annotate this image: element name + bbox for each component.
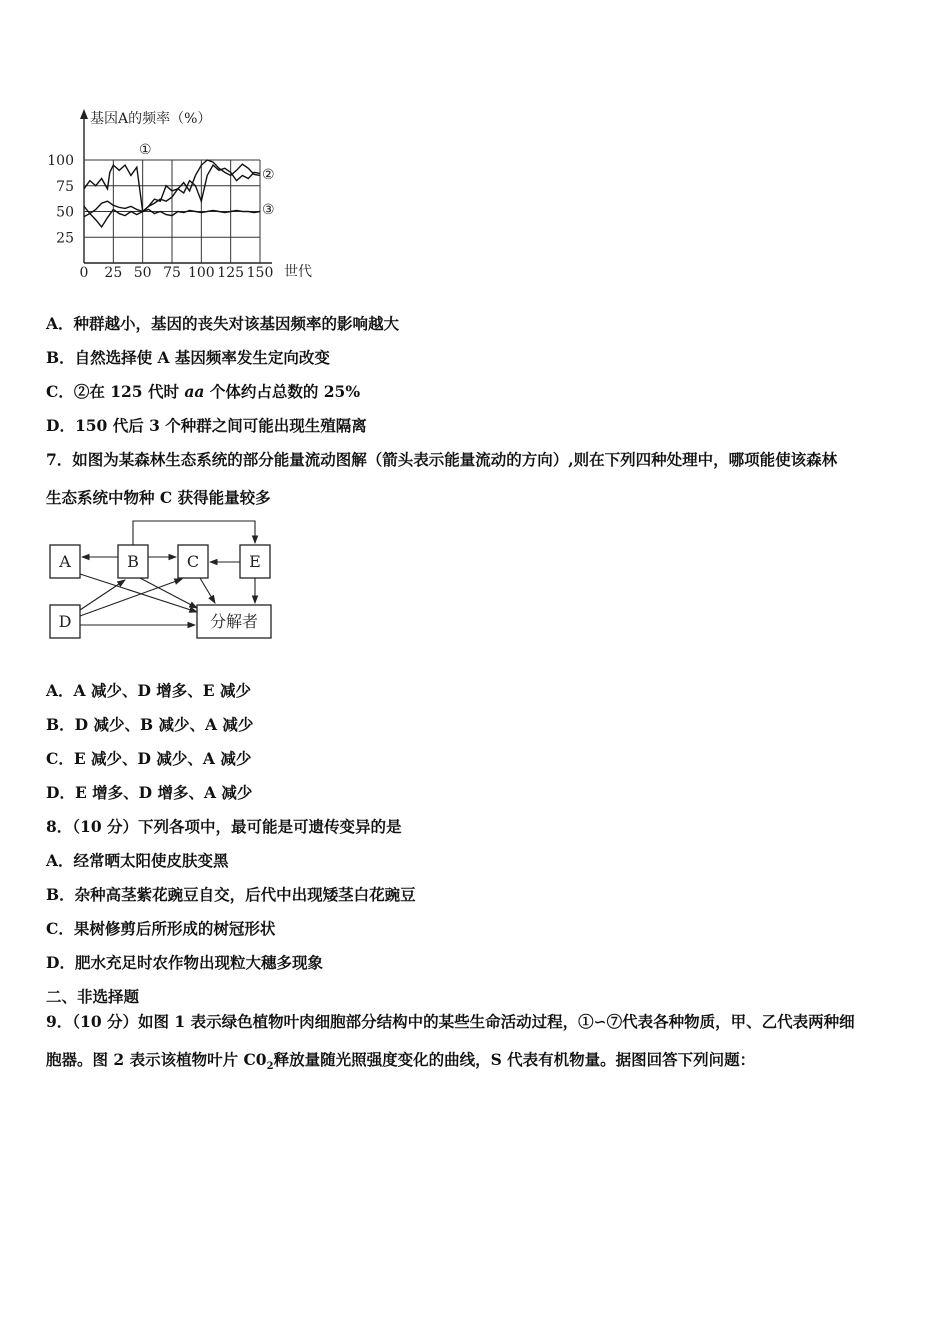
x-tick-labels	[80, 265, 274, 281]
q8-option-b	[46, 883, 416, 905]
y-tick-label: 75	[56, 178, 74, 195]
option-text: D 减少、B 减少、A 减少	[74, 715, 254, 734]
q7-option-d	[46, 781, 252, 803]
x-tick-label: 50	[133, 265, 152, 281]
box-c-label: C	[186, 552, 200, 571]
option-key: B．	[46, 348, 75, 367]
option-key: C．	[46, 919, 74, 938]
x-tick-label: 100	[187, 265, 215, 281]
x-tick-label: 125	[217, 265, 245, 281]
q6-option-d	[46, 414, 367, 436]
q9-stem-line2: 胞器。图 2 表示该植物叶片 $C0_2$释放量随光照强度变化的曲线，S 代表有机物量。据图回答下列问题：	[46, 1050, 756, 1073]
arrow-d-to-c	[80, 579, 182, 616]
box-decomposer-label: 分解者	[209, 612, 259, 631]
q8-option-a	[46, 849, 229, 871]
y-axis-arrow	[80, 109, 88, 119]
box-b-label: B	[127, 552, 139, 571]
x-tick-label: 75	[163, 265, 181, 281]
q6-option-a	[46, 312, 399, 334]
option-key: A．	[46, 851, 74, 870]
option-key: C．	[46, 749, 74, 768]
y-tick-label: 50	[56, 204, 74, 221]
x-tick-label: 150	[246, 265, 274, 281]
y-tick-label: 100	[47, 153, 74, 169]
box-e-label: E	[249, 552, 261, 571]
option-text: E 增多、D 增多、A 减少	[74, 783, 253, 802]
x-axis-label: 世代	[284, 264, 312, 280]
y-tick-labels	[47, 153, 74, 246]
option-text: ②在 125 代时	[73, 382, 185, 401]
section-title: 二、非选择题	[46, 987, 140, 1006]
y-tick-label: 25	[56, 230, 74, 247]
q7-option-c	[46, 747, 251, 769]
energy-flow-diagram	[40, 512, 290, 647]
option-text: A 减少、D 增多、E 减少	[73, 681, 252, 700]
genotype-italic: aa	[184, 382, 205, 401]
q7-option-a	[46, 679, 251, 701]
option-text: 杂种高茎紫花豌豆自交，后代中出现矮茎白花豌豆	[74, 885, 416, 904]
q8-stem: 8．（10 分）下列各项中，最可能是可遗传变异的是	[46, 817, 402, 836]
q7-option-b	[46, 713, 253, 735]
q8-option-d	[46, 951, 323, 973]
q8-option-c	[46, 917, 275, 939]
box-a-label: A	[59, 552, 71, 571]
option-text: 种群越小，基因的丧失对该基因频率的影响越大	[73, 314, 400, 333]
option-key: D．	[46, 416, 75, 435]
option-key: C．	[46, 382, 74, 401]
q6-option-b	[46, 346, 330, 368]
option-text: 150 代后 3 个种群之间可能出现生殖隔离	[74, 416, 367, 435]
x-tick-label: 25	[104, 265, 123, 281]
series-label-1: ①	[139, 142, 152, 158]
arrow-b-to-e	[133, 521, 255, 545]
gene-frequency-chart	[40, 105, 340, 290]
series-label-3: ③	[262, 202, 275, 218]
option-key: A．	[46, 681, 74, 700]
q7-stem-line1: 7．如图为某森林生态系统的部分能量流动图解（箭头表示能量流动的方向）,则在下列四种处理中，哪项能使该森林	[46, 450, 838, 469]
arrow-b-to-decomposer	[140, 578, 197, 608]
option-key: D．	[46, 953, 75, 972]
option-text: 肥水充足时农作物出现粒大穗多现象	[74, 953, 323, 972]
arrow-d-to-b	[80, 580, 125, 610]
option-key: B．	[46, 885, 75, 904]
subscript: 2	[266, 1061, 274, 1073]
option-text: 经常晒太阳使皮肤变黑	[73, 851, 229, 870]
option-key: B．	[46, 715, 75, 734]
option-text: 果树修剪后所形成的树冠形状	[73, 919, 276, 938]
option-key: A．	[46, 314, 74, 333]
q7-stem-line2: 生态系统中物种 C 获得能量较多	[46, 488, 271, 507]
arrow-c-to-decomposer	[200, 578, 215, 603]
x-tick-label: 0	[79, 265, 89, 281]
option-text: E 减少、D 减少、A 减少	[73, 749, 252, 768]
option-key: D．	[46, 783, 75, 802]
option-text: 自然选择使 A 基因频率发生定向改变	[74, 348, 330, 367]
series-label-2: ②	[262, 167, 275, 183]
y-axis-label: 基因A的频率（%）	[90, 111, 212, 127]
q6-option-c	[46, 380, 360, 402]
option-text: 个体约占总数的 25%	[204, 382, 361, 401]
box-d-label: D	[58, 612, 72, 631]
q9-stem-line1: 9．（10 分）如图 1 表示绿色植物叶肉细胞部分结构中的某些生命活动过程，①∽⑦代表各种物质，甲、乙代表两种细	[46, 1012, 855, 1031]
